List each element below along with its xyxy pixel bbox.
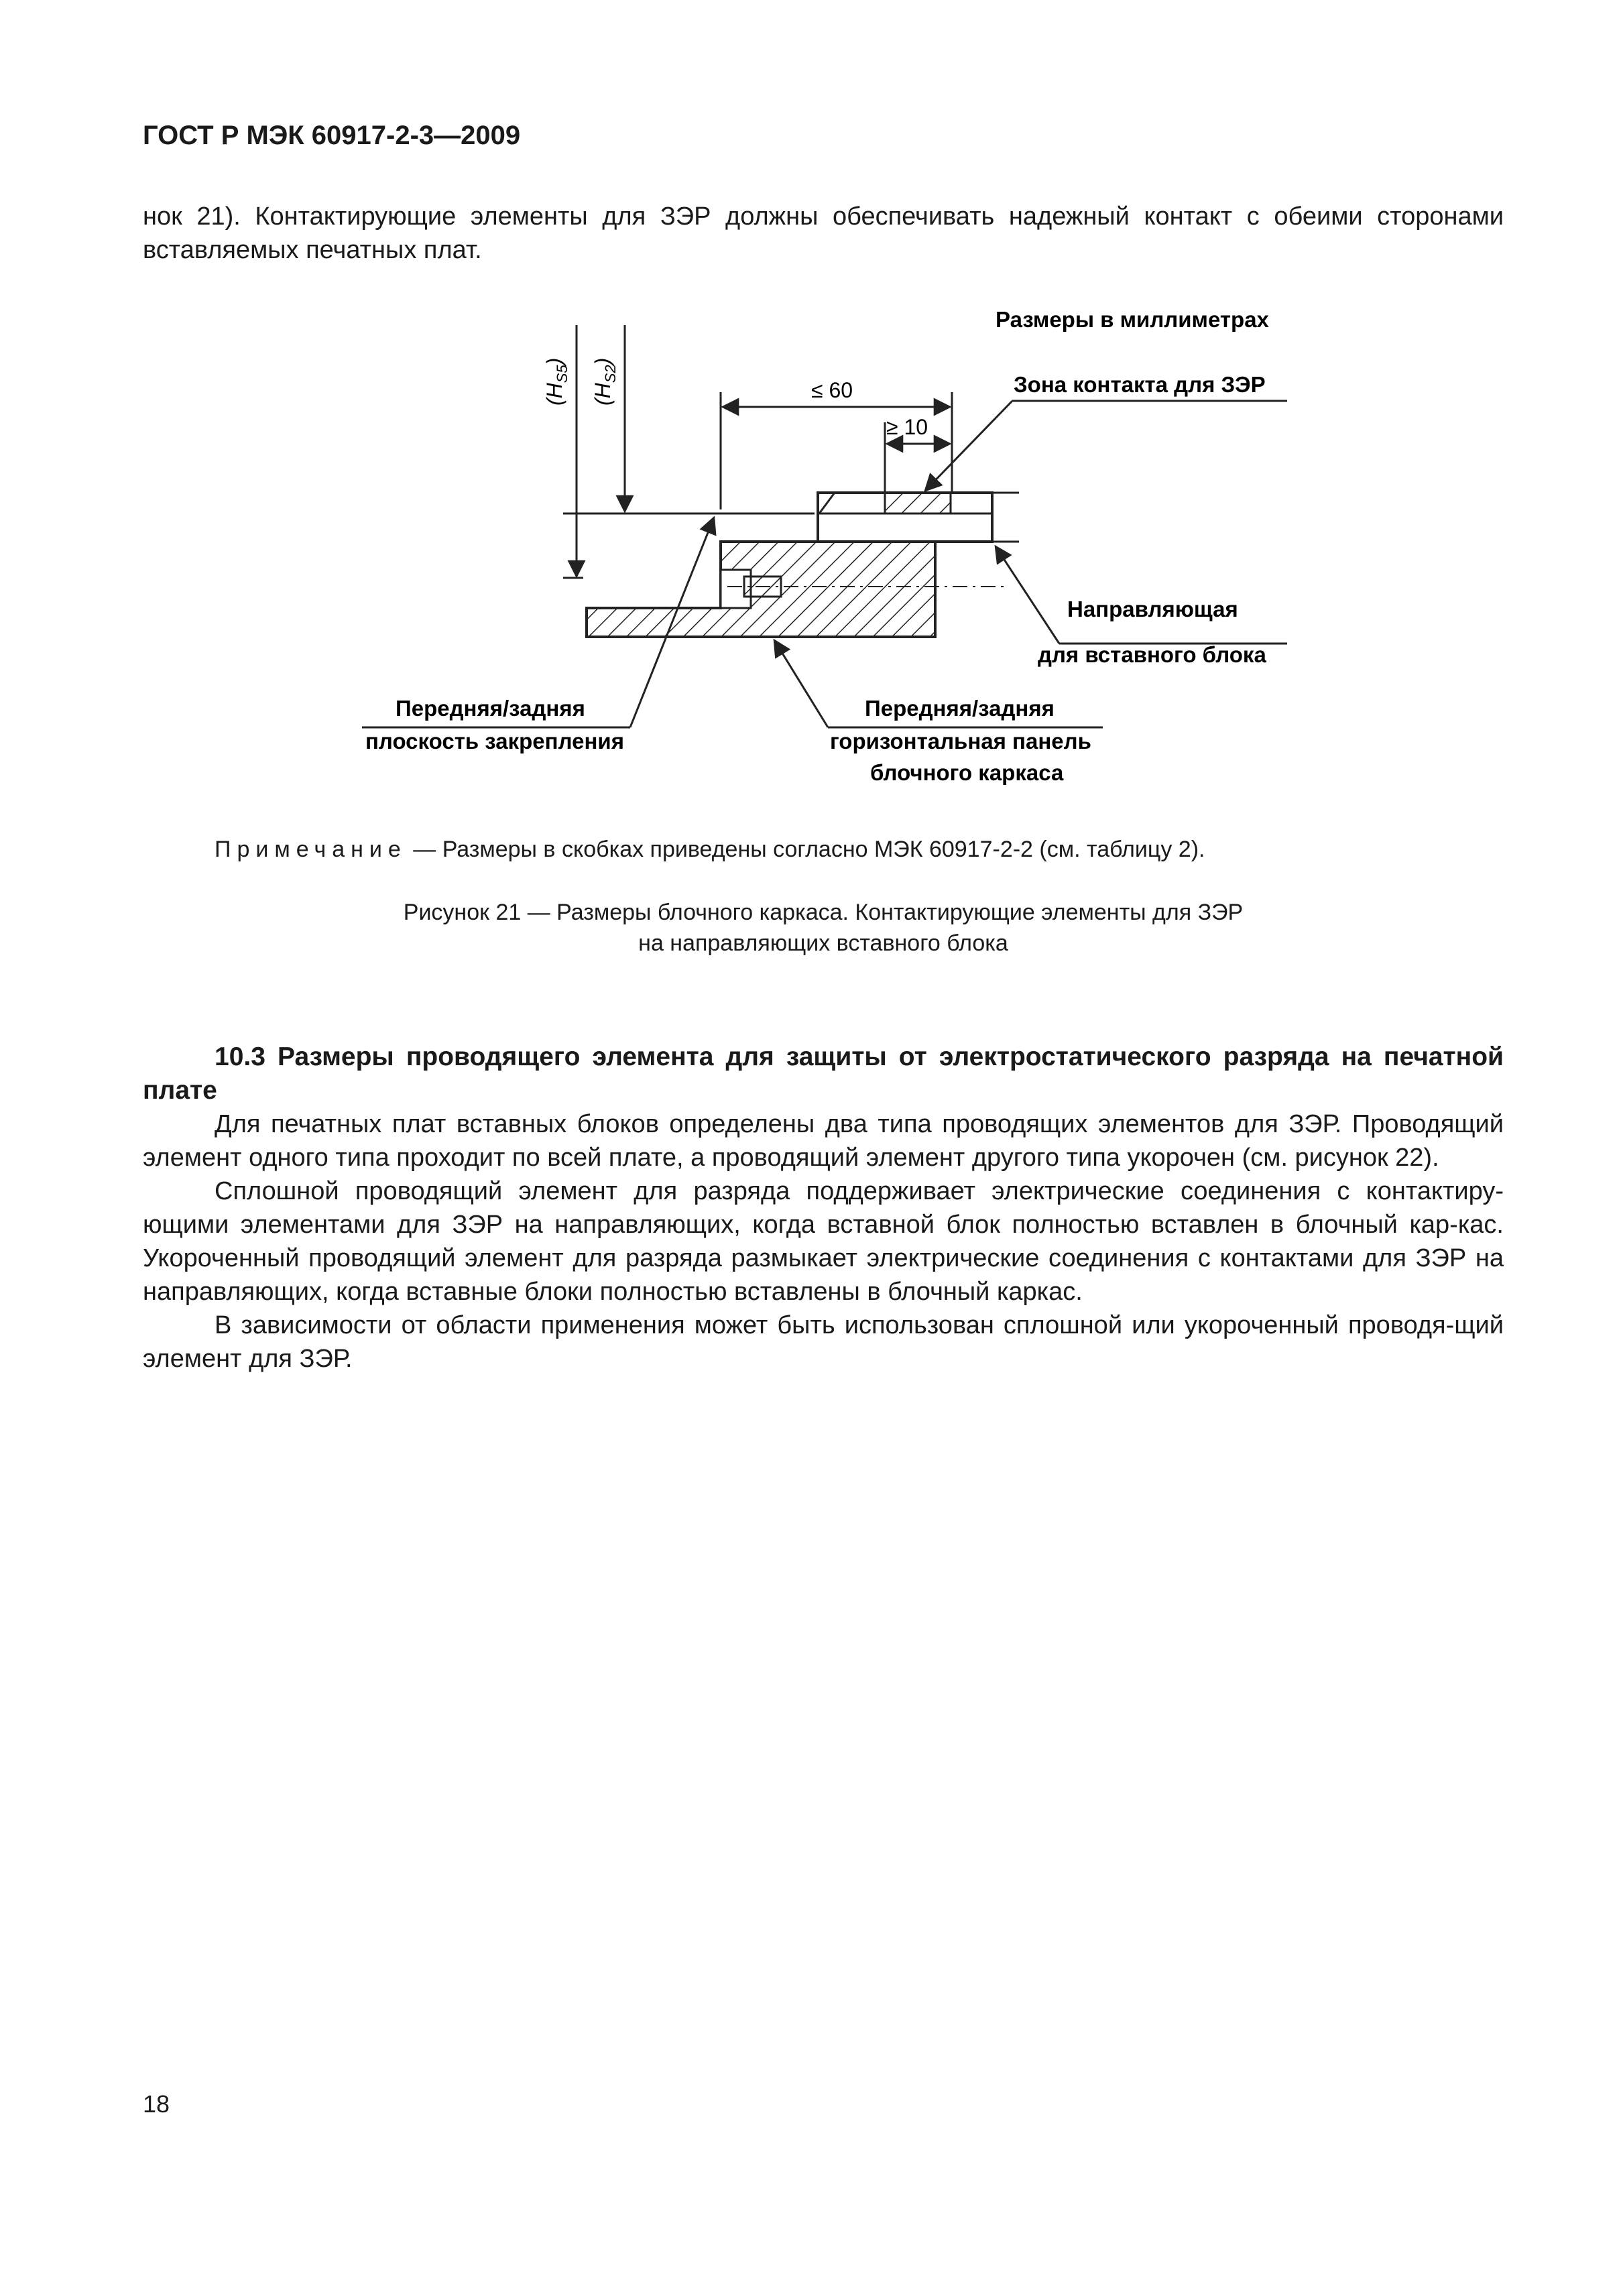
dim-le60-label: ≤ 60 [811, 378, 853, 402]
body-paragraph: Для печатных плат вставных блоков определены два типа проводящих элементов для ЗЭР. Проводящий элемент одного типа проходит по всей плате, а проводящий элемент другого типа укорочен (см. рисунок 22). [143, 1110, 1504, 1172]
label-panel-1: Передняя/задняя [865, 696, 1055, 721]
section-body [143, 1107, 1504, 1376]
dim-hs5-label: $(H_{S5})$ [542, 357, 570, 406]
label-contact-zone: Зона контакта для ЗЭР [1014, 372, 1266, 397]
document-header: ГОСТ Р МЭК 60917-2-3—2009 [143, 121, 521, 150]
body-paragraph: Сплошной проводящий элемент для разряда поддерживает электрические соединения с контактиру-ющими элементами для ЗЭР на направляющих, когда вставной блок полностью вставлен в блочный кар-кас. Укороченный проводящий элемент для разряда размыкает электрические соединения с контактами для ЗЭР на направляющих, когда вставные блоки полностью вставлены в блочный каркас. [143, 1177, 1504, 1306]
label-panel-3: блочного каркаса [870, 760, 1064, 785]
label-guide-1: Направляющая [1067, 597, 1238, 621]
label-guide-2: для вставного блока [1038, 642, 1266, 667]
units-label: Размеры в миллиметрах [996, 307, 1269, 332]
page-number: 18 [143, 2090, 170, 2118]
label-plane-1: Передняя/задняя [396, 696, 585, 721]
figure-caption: Рисунок 21 — Размеры блочного каркаса. Контактирующие элементы для ЗЭР на направляющих вставного блока [403, 900, 1244, 956]
figure-note: Примечание — Размеры в скобках приведены согласно МЭК 60917-2-2 (см. таблицу 2). [215, 837, 1205, 862]
dim-hs2-label: $(H_{S2})$ [591, 357, 619, 406]
body-paragraph: В зависимости от области применения может быть использован сплошной или укороченный проводя-щий элемент для ЗЭР. [143, 1311, 1504, 1373]
continuation-paragraph: нок 21). Контактирующие элементы для ЗЭР должны обеспечивать надежный контакт с обеими сторонами вставляемых печатных плат. [143, 202, 1504, 264]
figure-21-drawing [335, 302, 1341, 798]
dim-ge10-label: ≥ 10 [886, 415, 928, 439]
contact-zone [885, 493, 951, 513]
label-panel-2: горизонтальная панель [830, 729, 1091, 753]
section-title: 10.3 Размеры проводящего элемента для защиты от электростатического разряда на печатной плате [143, 1042, 1504, 1105]
label-plane-2: плоскость закрепления [365, 729, 624, 753]
